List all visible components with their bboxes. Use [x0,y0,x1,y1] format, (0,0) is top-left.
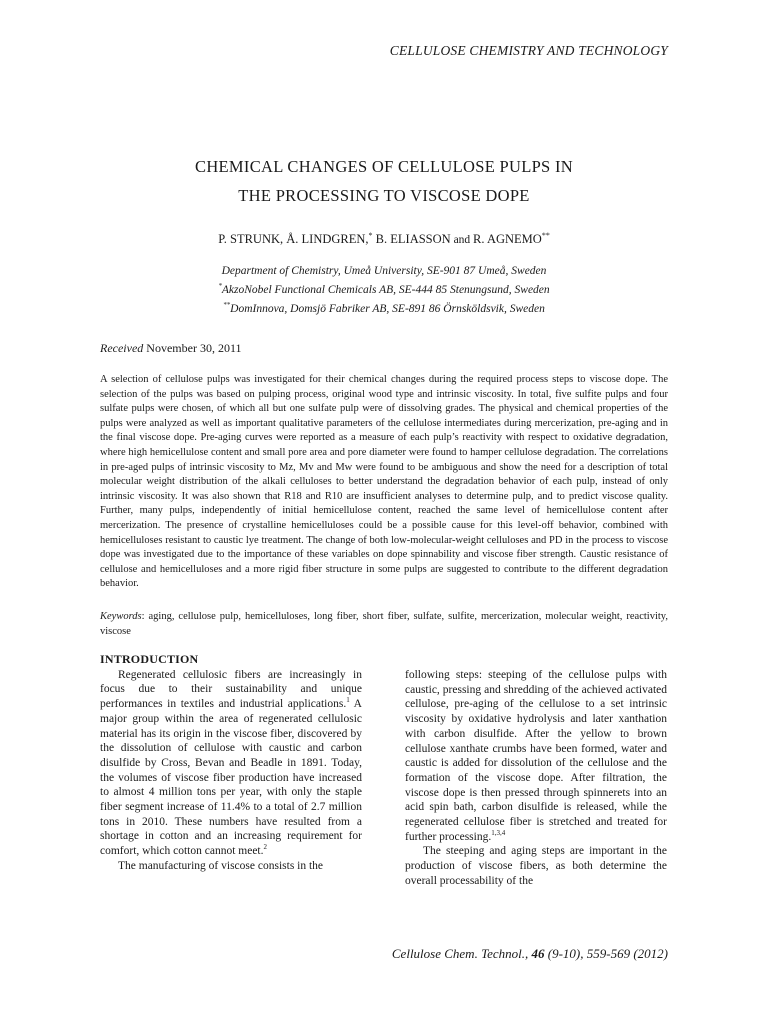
keywords-list: : aging, cellulose pulp, hemicelluloses, long fiber, short fiber, sulfate, sulfite, mercerization, molecular weight, reactivity, viscose [100,611,668,637]
footer-issue-pages: (9-10), 559-569 (2012) [544,946,668,961]
intro-p2-text: following steps: steeping of the cellulose pulps with caustic, pressing and shredding of the achieved activated cellulose, pre-aging of the cellulose to a set intrinsic viscosity by oxidative hydrolysis and later xanthation with carbon disulfide. After the yellow to brown cellulose xanthate crumbs have been formed, water and caustic is added for dissolution of the cellulose and the formation of the viscose dope. After filtration, the viscose dope is then pressed through spinnerets into an acid spin bath, carbon disulfide is released, while the regenerated cellulose fiber is stretched and treated for further processing. [405,669,667,843]
author-3: R. AGNEMO [473,232,542,247]
journal-header: CELLULOSE CHEMISTRY AND TECHNOLOGY [389,43,668,58]
affiliation-2-mark: * [218,282,222,290]
affiliation-3-mark: ** [223,300,231,309]
intro-paragraph-2-cont [405,668,667,844]
keywords [100,610,668,639]
intro-paragraph-3: The steeping and aging steps are important in the production of viscose fibers, as both determine the overall processability of the [405,845,667,887]
affiliation-3 [100,298,668,317]
received-label: Received [100,341,144,355]
left-column [100,652,362,874]
affiliations [100,264,668,317]
author-2: B. ELIASSON [372,232,451,247]
introduction-heading: INTRODUCTION [100,652,199,666]
author-list [100,231,668,247]
footer-separator: , [525,946,532,961]
intro-paragraph-1 [100,668,362,859]
received-date: November 30, 2011 [143,341,242,355]
affiliation-1: Department of Chemistry, Umeå University, SE-901 87 Umeå, Sweden [221,265,547,277]
title-line-1: CHEMICAL CHANGES OF CELLULOSE PULPS IN [195,157,573,176]
intro-paragraph-2: The manufacturing of viscose consists in the [118,859,324,872]
journal-footer-citation [392,946,668,962]
author-and: and [450,234,474,247]
footer-journal: Cellulose Chem. Technol. [391,946,526,961]
reference-1-3-4: 1,3,4 [491,828,506,837]
author-1-mark: * [368,231,373,240]
title-line-2: THE PROCESSING TO VISCOSE DOPE [238,186,530,205]
right-column [405,668,667,889]
intro-p1-text-b: A major group within the area of regenerated cellulosic material has its origin in the viscose fiber, discovered by the dissolution of cellulose with caustic and carbon disulfide by Cross, Bevan and Beadle in 1891. Today, the volumes of viscose fiber production have increased to almost 4 million tons per year, with only the staple fiber segment increase of 11.4% to a total of 2.7 million tons in 2010. These numbers have resulted from a shortage in cotton and an increasing requirement for comfort, which cotton cannot meet. [100,698,362,858]
affiliation-2-text: AkzoNobel Functional Chemicals AB, SE-444 85 Stenungsund, Sweden [221,283,550,296]
footer-volume: 46 [531,946,545,961]
intro-p1-text-a: Regenerated cellulosic fibers are increasingly in focus due to their sustainability and unique performances in textiles and industrial applications. [100,668,362,711]
affiliation-2 [100,279,668,298]
author-1: P. STRUNK, Å. LINDGREN, [218,232,369,247]
abstract: A selection of cellulose pulps was investigated for their chemical changes during the required process steps to viscose dope. The selection of the pulps was based on pulping process, original wood type and intrinsic viscosity. In total, five sulfite pulps and four sulfate pulps were chosen, of which all but one sulfate pulp were of dissolving grades. The physical and chemical properties of the pulps were analyzed as well as important qualitative parameters of the cellulose intermediates during mercerization, pre-aging and in the final viscose dope. Pre-aging curves were reported as a measure of each pulp’s reactivity with respect to oxidative degradation, where high hemicellulose content and small pore area and pore diameter were found to hamper cellulose degradation. The correlations in pre-aged pulps of intrinsic viscosity to Mz, Mv and Mw were found to be ambiguous and show the need for a description of total molecular weight distribution of the alkali celluloses to better understand the degradation behavior of each pulp, instead of only intrinsic viscosity. It was also shown that R18 and R10 are insufficient analyses to determine pulp, and to predict viscose quality. Further, many pulps, independently of initial hemicellulose content, reached the same level of hemicellulose content after mercerization. The presence of crystalline hemicelluloses could be a possible cause for this level-off behavior, combined with hemicelluloses resistant to caustic lye treatment. The change of both low-molecular-weight celluloses and PD in the process to viscose dope was investigated due to the importance of these variables on dope spinnability and viscose fiber strength. Caustic resistance of cellulose and hemicelluloses and a more rigid fiber structure in some pulps are suggested to contribute to the different degradation behavior. [100,374,668,590]
affiliation-3-text: DomInnova, Domsjö Fabriker AB, SE-891 86 Örnsköldsvik, Sweden [230,302,545,315]
reference-1: 1 [346,696,350,705]
author-3-mark: ** [541,231,550,240]
received-date-line [100,341,242,356]
keywords-label: Keywords [100,611,142,622]
paper-title [100,152,668,210]
reference-2: 2 [263,843,268,852]
